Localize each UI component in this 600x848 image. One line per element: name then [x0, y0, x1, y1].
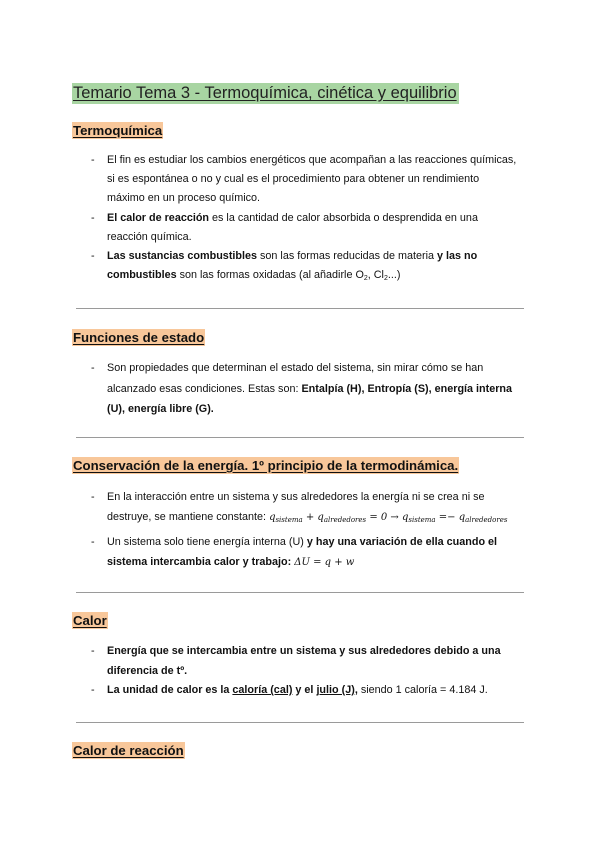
q-symbol: q	[401, 512, 409, 523]
bullet-list-conservacion-energia	[0, 487, 600, 573]
internal-energy-equation: ΔU = q + w	[294, 557, 355, 568]
bullet-text: ...)	[387, 269, 401, 282]
q-symbol: q	[317, 512, 324, 523]
bullet-list-calor	[0, 642, 600, 701]
bullet-text: Un sistema solo tiene energía interna (U)	[107, 536, 307, 548]
bold-term: y las no combustibles	[107, 250, 478, 282]
bullet-marker: -	[91, 491, 95, 503]
bold-term: ,	[354, 684, 358, 696]
bullet-marker: -	[91, 250, 95, 263]
subscript: alrededores	[323, 516, 367, 524]
list-item	[0, 532, 517, 573]
bullet-text: son las formas reducidas de materia	[257, 250, 438, 263]
bullet-marker: -	[91, 536, 95, 548]
document-title: Temario Tema 3 - Termoquímica, cinética y equilibrio	[73, 84, 457, 102]
bold-term: Las sustancias combustibles	[107, 250, 258, 263]
bold-term: La unidad de calor es la	[107, 684, 233, 696]
subscript: sistema	[275, 516, 303, 524]
operator: =−	[435, 512, 459, 523]
list-item	[0, 151, 517, 209]
subscript: 2	[363, 275, 368, 283]
section-heading-calor-de-reaccion: Calor de reacción	[73, 743, 184, 758]
operator: = 0 →	[366, 512, 402, 523]
bullet-marker: -	[91, 362, 95, 374]
operator: +	[302, 512, 318, 523]
section-divider	[76, 722, 524, 723]
list-item	[0, 642, 517, 681]
list-item	[0, 247, 517, 288]
bold-underlined-term: caloría (cal)	[232, 684, 293, 696]
bullet-text: , Cl	[367, 269, 384, 282]
bullet-marker: -	[91, 211, 95, 224]
q-symbol: q	[269, 512, 276, 523]
bullet-marker: -	[91, 684, 95, 696]
section-divider	[76, 592, 524, 593]
section-heading-funciones-de-estado: Funciones de estado	[73, 330, 205, 345]
subscript: 2	[383, 275, 388, 283]
section-heading-calor: Calor	[73, 613, 107, 628]
bullet-text: Son propiedades que determinan el estado del sistema, sin mirar cómo se han alcanzado esas condiciones. Estas son:	[107, 362, 484, 395]
bullet-text: El fin es estudiar los cambios energéticos que acompañan a las reacciones químicas, si es espontánea o no y cual es el procedimiento para obtener un rendimiento máximo en un proceso químico.	[107, 154, 517, 205]
bold-term: y hay una variación de ella cuando el sistema intercambia calor y trabajo:	[107, 536, 498, 568]
subscript: sistema	[408, 516, 436, 524]
subscript: alrededores	[465, 516, 508, 524]
bold-underlined-term: julio (J)	[316, 684, 355, 696]
bullet-marker: -	[91, 154, 95, 166]
list-item	[0, 681, 517, 701]
bullet-text: son las formas oxidadas (al añadirle O	[176, 269, 364, 282]
bold-term: Energía que se intercambia entre un sistema y sus alrededores debido a una diferencia de tº.	[107, 645, 501, 677]
bullet-text: En la interacción entre un sistema y sus alrededores la energía ni se crea ni se destruye, se mantiene constante:	[107, 491, 485, 523]
q-symbol: q	[458, 512, 466, 523]
bullet-marker: -	[91, 645, 95, 657]
bullet-list-termoquimica	[0, 151, 600, 288]
bullet-text: siendo 1 caloría = 4.184 J.	[357, 684, 488, 696]
section-heading-termoquimica: Termoquímica	[73, 123, 163, 138]
bullet-list-funciones-de-estado	[0, 358, 600, 420]
energy-conservation-equation	[269, 512, 507, 523]
section-divider	[76, 437, 524, 438]
list-item	[0, 487, 517, 530]
list-item	[0, 358, 517, 420]
section-heading-conservacion-energia: Conservación de la energía. 1º principio de la termodinámica.	[73, 458, 459, 473]
bold-term: El calor de reacción	[107, 211, 210, 224]
list-item	[0, 209, 517, 247]
bullet-text: es la cantidad de calor absorbida o desprendida en una reacción química.	[107, 211, 478, 243]
section-divider	[76, 308, 524, 309]
bold-term: y el	[292, 684, 317, 696]
bold-term: Entalpía (H), Entropía (S), energía interna (U), energía libre (G).	[107, 382, 513, 415]
